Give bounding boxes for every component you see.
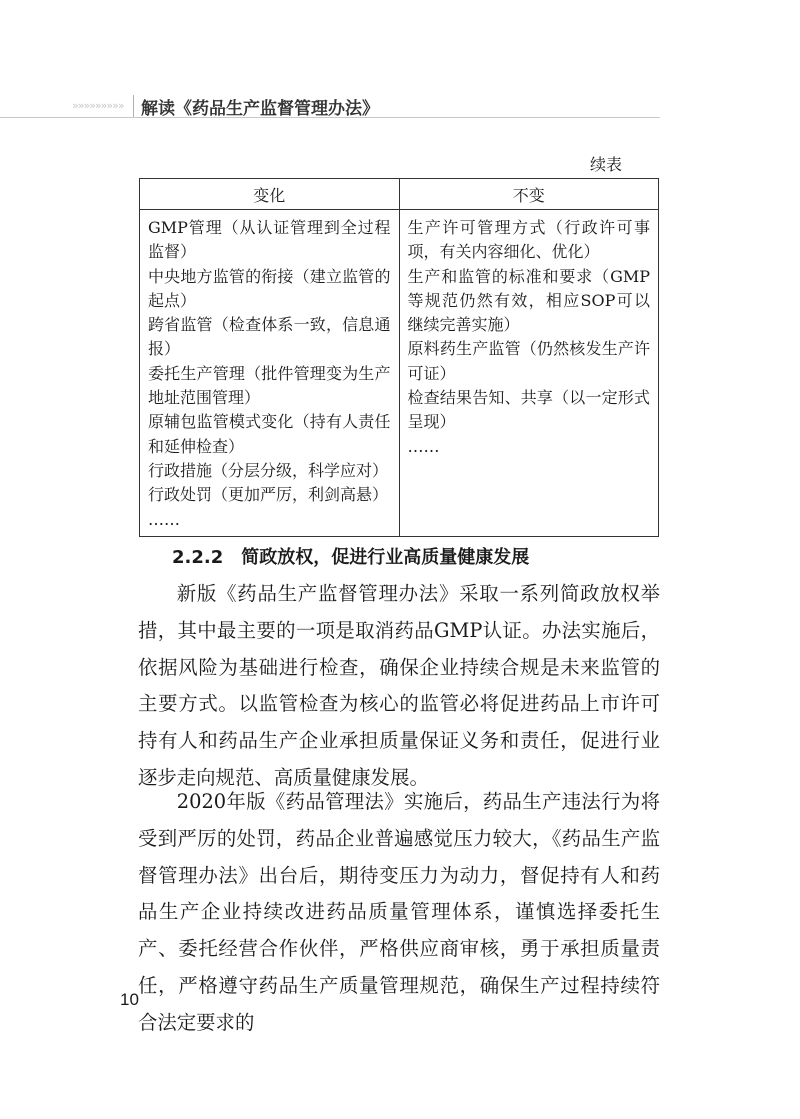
section-number: 2.2.2	[172, 547, 224, 568]
change-item: 行政措施（分层分级，科学应对）	[148, 460, 389, 480]
unchanged-item: 检查结果告知、共享（以一定形式呈现）	[407, 388, 650, 432]
column-header-changes: 变化	[140, 179, 400, 210]
change-item: 跨省监管（检查体系一致，信息通报）	[148, 315, 391, 359]
unchanged-item: 原料药生产监管（仍然核发生产许可证）	[407, 339, 650, 383]
section-heading	[172, 543, 529, 569]
change-item: 行政处罚（更加严厉，利剑高悬）	[148, 485, 389, 505]
changes-cell	[140, 210, 400, 537]
page-number: 10	[120, 990, 139, 1009]
body-paragraph: 2020年版《药品管理法》实施后，药品生产违法行为将受到严厉的处罚，药品企业普遍感觉压力较大，《药品生产监督管理办法》出台后，期待变压力为动力，督促持有人和药品生产企业持续改进药品质量管理体系，谨慎选择委托生产、委托经营合作伙伴，严格供应商审核，勇于承担质量责任，严格遵守药品生产质量管理规范，确保生产过程持续符合法定要求的	[138, 790, 660, 1034]
header-arrows-decoration: »»»»»»»»»	[72, 99, 124, 112]
change-item: GMP管理（从认证管理到全过程监督）	[148, 218, 391, 262]
comparison-table	[139, 178, 659, 537]
body-paragraph: 新版《药品生产监督管理办法》采取一系列简政放权举措，其中最主要的一项是取消药品GMP认证。办法实施后，依据风险为基础进行检查，确保企业持续合规是未来监管的主要方式。以监管检查为核心的监管必将促进药品上市许可持有人和药品生产企业承担质量保证义务和责任，促进行业逐步走向规范、高质量健康发展。	[138, 582, 660, 789]
unchanged-item: 生产和监管的标准和要求（GMP等规范仍然有效，相应SOP可以继续完善实施）	[407, 266, 650, 335]
unchanged-item: 生产许可管理方式（行政许可事项，有关内容细化、优化）	[407, 218, 650, 262]
change-item-ellipsis: ……	[148, 509, 180, 529]
change-item: 中央地方监管的衔接（建立监管的起点）	[148, 266, 391, 310]
running-header-title: 解读《药品生产监督管理办法》	[141, 99, 379, 119]
unchanged-item-ellipsis: ……	[407, 436, 440, 456]
table-caption: 续表	[590, 155, 623, 174]
change-item: 委托生产管理（批件管理变为生产地址范围管理）	[148, 363, 391, 408]
unchanged-cell	[399, 210, 659, 537]
section-title: 简政放权，促进行业高质量健康发展	[241, 547, 530, 568]
column-header-unchanged: 不变	[399, 179, 659, 210]
header-separator	[133, 95, 134, 117]
change-item: 原辅包监管模式变化（持有人责任和延伸检查）	[148, 412, 391, 456]
